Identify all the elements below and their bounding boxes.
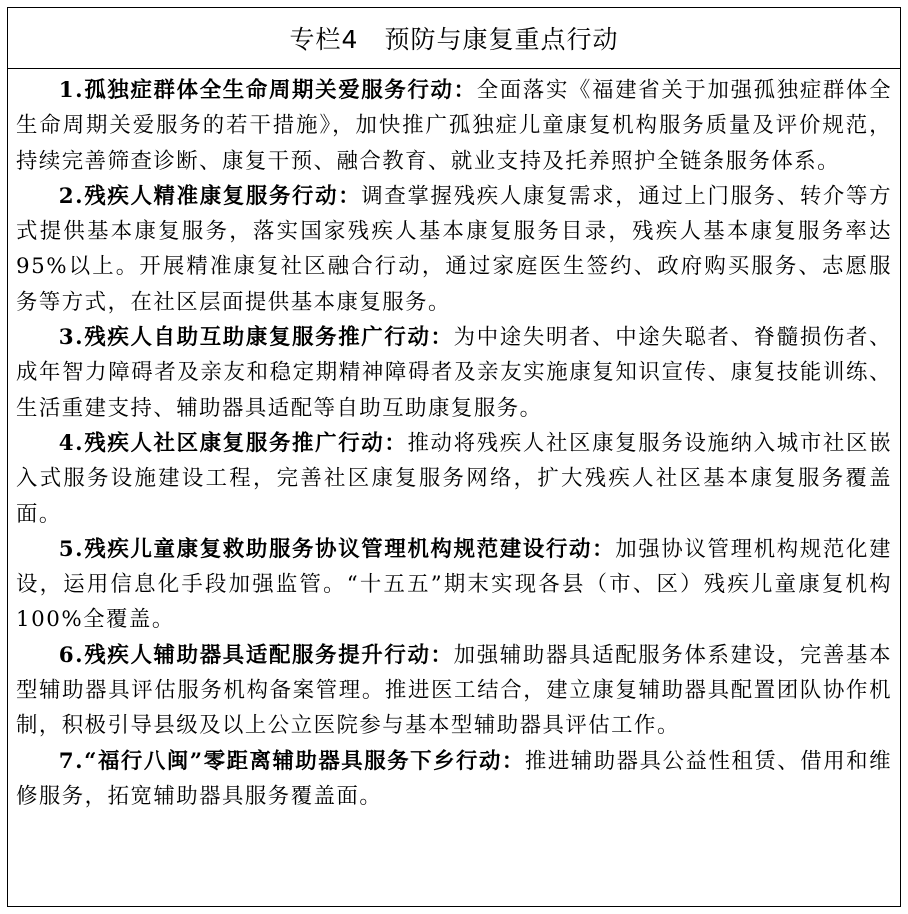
- action-item: [16, 73, 892, 179]
- box-content: [8, 69, 900, 814]
- action-item-text: 加强辅助器具适配服务体系建设，完善基本型辅助器具评估服务机构备案管理。推进医工结合，建立康复辅助器具配置团队协作机制，积极引导县级及以上公立医院参与基本型辅助器具评估工作。: [16, 642, 892, 739]
- action-item-text: 全面落实《福建省关于加强孤独症群体全生命周期关爱服务的若干措施》，加快推广孤独症儿童康复机构服务质量及评价规范，持续完善筛查诊断、康复干预、融合教育、就业支持及托养照护全链条服务体系。: [16, 78, 892, 174]
- action-item-heading: 3.残疾人自助互助康复服务推广行动：: [58, 325, 454, 351]
- action-item-heading: 1.孤独症群体全生命周期关爱服务行动：: [58, 78, 477, 103]
- action-item-heading: 6.残疾人辅助器具适配服务提升行动：: [58, 642, 454, 668]
- box-title: [8, 8, 900, 69]
- feature-box: [7, 7, 901, 907]
- action-item: [16, 426, 892, 532]
- action-item: [16, 320, 892, 426]
- action-item-text: 为中途失明者、中途失聪者、脊髓损伤者、成年智力障碍者及亲友和稳定期精神障碍者及亲友实施康复知识宣传、康复技能训练、生活重建支持、辅助器具适配等自助互助康复服务。: [16, 325, 892, 421]
- action-item-text: 推进辅助器具公益性租赁、借用和维修服务，拓宽辅助器具服务覆盖面。: [16, 748, 892, 809]
- action-item-heading: 7.“福行八闽”零距离辅助器具服务下乡行动：: [58, 748, 525, 774]
- action-item: [16, 179, 892, 320]
- action-item: [16, 532, 892, 638]
- action-item-text: 加强协议管理机构规范化建设，运用信息化手段加强监管。“十五五”期末实现各县（市、区）残疾儿童康复机构 100%全覆盖。: [16, 536, 892, 633]
- action-item-text: 调查掌握残疾人康复需求，通过上门服务、转介等方式提供基本康复服务，落实国家残疾人基本康复服务目录，残疾人基本康复服务率达 95%以上。开展精准康复社区融合行动，通过家庭医生签约、政府购买服务、志愿服务等方式，在社区层面提供基本康复服务。: [16, 183, 892, 315]
- action-item-heading: 5.残疾儿童康复救助服务协议管理机构规范建设行动：: [58, 536, 616, 562]
- box-title-number: 专栏4: [289, 25, 359, 54]
- action-item-text: 推动将残疾人社区康复服务设施纳入城市社区嵌入式服务设施建设工程，完善社区康复服务网络，扩大残疾人社区基本康复服务覆盖面。: [16, 430, 892, 527]
- action-item-heading: 4.残疾人社区康复服务推广行动：: [58, 430, 408, 456]
- action-item: [16, 744, 892, 815]
- action-item: [16, 638, 892, 744]
- action-item-heading: 2.残疾人精准康复服务行动：: [58, 183, 362, 209]
- box-title-text: 预防与康复重点行动: [384, 25, 619, 54]
